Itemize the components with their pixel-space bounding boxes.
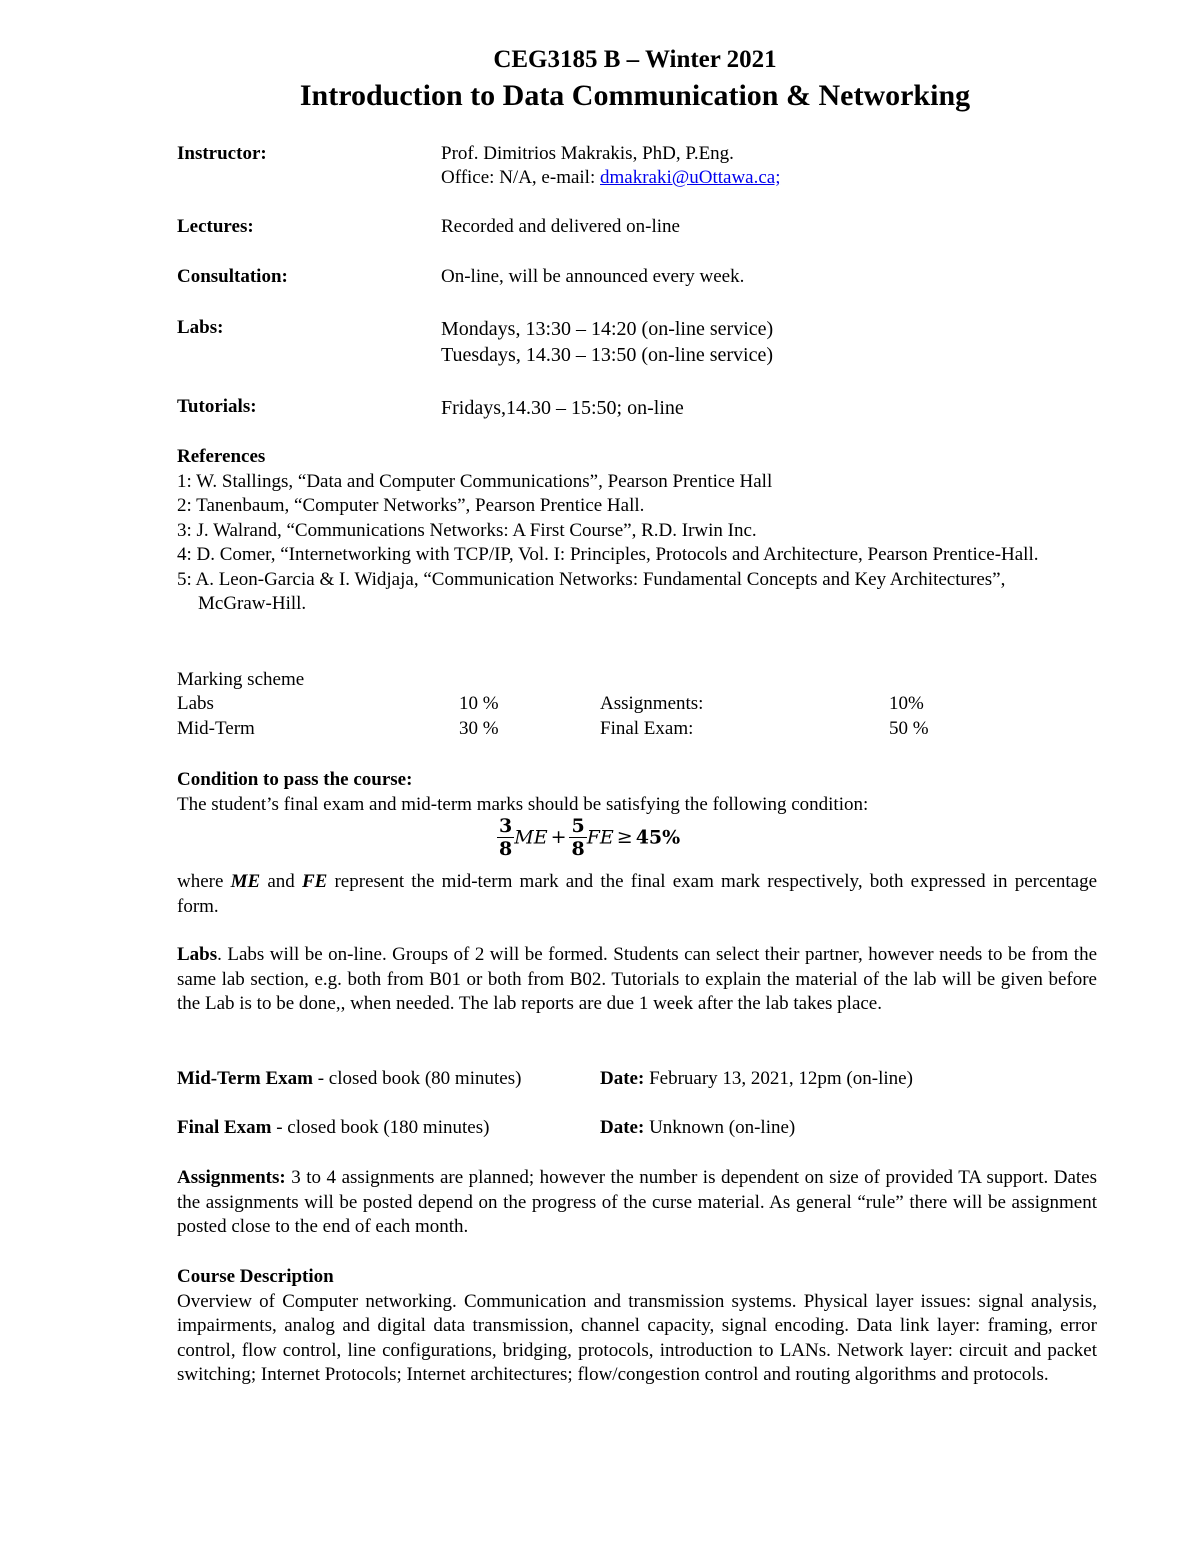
reference-item: 5: A. Leon-Garcia & I. Widjaja, “Communication Networks: Fundamental Concepts and Key Architectures”, McGraw-Hill. <box>177 568 1006 614</box>
labs-label: Labs: <box>177 317 224 338</box>
course-description-text: Overview of Computer networking. Communication and transmission systems. Physical layer issues: signal analysis, impairments, analog and digital data transmission, channel capacity, signal encoding. Data link layer: framing, error control, flow control, line configurations, bridging, protocols, introduction to LANs. Network layer: circuit and packet switching; Internet Protocols; Internet architectures; flow/congestion control and routing algorithms and protocols. <box>177 1290 1097 1385</box>
references-heading: References <box>177 446 266 467</box>
marking-assignments-value: 10% <box>889 693 924 714</box>
instructor-name: Prof. Dimitrios Makrakis, PhD, P.Eng. <box>441 143 734 164</box>
midterm-exam-line: Mid-Term Exam - closed book (80 minutes) <box>177 1068 522 1089</box>
labs-paragraph-label: Labs <box>177 944 218 965</box>
consultation-label: Consultation: <box>177 266 288 287</box>
office-prefix: Office: N/A, e-mail: <box>441 167 600 188</box>
course-title-heading: Introduction to Data Communication & Networking <box>299 79 971 112</box>
marking-midterm-label: Mid-Term <box>177 718 255 739</box>
office-line <box>441 166 781 191</box>
tutorials-value: Fridays,14.30 – 15:50; on-line <box>441 397 684 419</box>
instructor-label: Instructor: <box>177 143 267 164</box>
fraction-me: $\frac{3}{8}$ <box>499 815 513 860</box>
marking-final-label: Final Exam: <box>600 718 694 739</box>
course-description-heading: Course Description <box>177 1266 334 1287</box>
course-code-heading: CEG3185 B – Winter 2021 <box>493 46 777 73</box>
formula-plus: + <box>550 826 567 849</box>
reference-item: 1: W. Stallings, “Data and Computer Communications”, Pearson Prentice Hall <box>177 470 773 492</box>
fraction-fe: $\frac{5}{8}$ <box>571 815 585 860</box>
pass-condition-formula <box>497 815 680 871</box>
marking-heading: Marking scheme <box>177 669 305 690</box>
reference-item: 2: Tanenbaum, “Computer Networks”, Pearson Prentice Hall. <box>177 495 645 516</box>
references-section <box>177 445 1097 617</box>
condition-section <box>177 768 1097 817</box>
formula-var-me: ME <box>514 826 548 849</box>
labs-schedule-1: Mondays, 13:30 – 14:20 (on-line service) <box>441 318 774 340</box>
condition-intro: The student’s final exam and mid-term marks should be satisfying the following condition: <box>177 793 869 815</box>
condition-heading: Condition to pass the course: <box>177 769 413 790</box>
labs-schedule-2: Tuesdays, 14.30 – 13:50 (on-line service) <box>441 344 773 366</box>
email-link[interactable]: dmakraki@uOttawa.ca; <box>600 167 781 188</box>
marking-labs-label: Labs <box>177 693 214 714</box>
assignments-paragraph: Assignments: 3 to 4 assignments are planned; however the number is dependent on size of provided TA support. Dates the assignments will be posted depend on the progress of the curse material. As general “rule” there will be assignment posted close to the end of each month. <box>177 1167 1097 1237</box>
midterm-exam-label: Mid-Term Exam <box>177 1068 313 1089</box>
me-term: ME <box>230 871 261 892</box>
consultation-value: On-line, will be announced every week. <box>441 266 745 287</box>
final-exam-line: Final Exam - closed book (180 minutes) <box>177 1117 490 1138</box>
midterm-date-label: Date: <box>600 1068 645 1089</box>
tutorials-label: Tutorials: <box>177 396 257 417</box>
formula-geq: ≥ <box>616 826 633 849</box>
lectures-value: Recorded and delivered on-line <box>441 216 680 237</box>
fe-term: FE <box>301 871 328 892</box>
final-date-label: Date: <box>600 1117 645 1138</box>
marking-labs-value: 10 % <box>459 693 499 714</box>
condition-where-text: where ME and FE represent the mid-term mark and the final exam mark respectively, both expressed in percentage form. <box>177 871 1097 917</box>
lectures-label: Lectures: <box>177 216 254 237</box>
assignments-label: Assignments: <box>177 1167 286 1188</box>
formula-var-fe: FE <box>586 826 614 849</box>
course-description-section <box>177 1265 1097 1388</box>
final-date-line: Date: Unknown (on-line) <box>600 1117 796 1138</box>
marking-final-value: 50 % <box>889 718 929 739</box>
marking-assignments-label: Assignments: <box>600 693 704 714</box>
final-exam-label: Final Exam <box>177 1117 272 1138</box>
midterm-date-line: Date: February 13, 2021, 12pm (on-line) <box>600 1068 913 1089</box>
reference-item: 3: J. Walrand, “Communications Networks: A First Course”, R.D. Irwin Inc. <box>177 519 757 541</box>
marking-midterm-value: 30 % <box>459 718 499 739</box>
formula-threshold: 45% <box>635 826 681 849</box>
labs-paragraph: Labs. Labs will be on-line. Groups of 2 will be formed. Students can select their partner, however needs to be from the same lab section, e.g. both from B01 or both from B02. Tutorials to explain the material of the lab will be given before the Lab is to be done,, when needed. The lab reports are due 1 week after the lab takes place. <box>177 944 1097 1014</box>
reference-item: 4: D. Comer, “Internetworking with TCP/IP, Vol. I: Principles, Protocols and Architecture, Pearson Prentice-Hall. <box>177 544 1039 565</box>
